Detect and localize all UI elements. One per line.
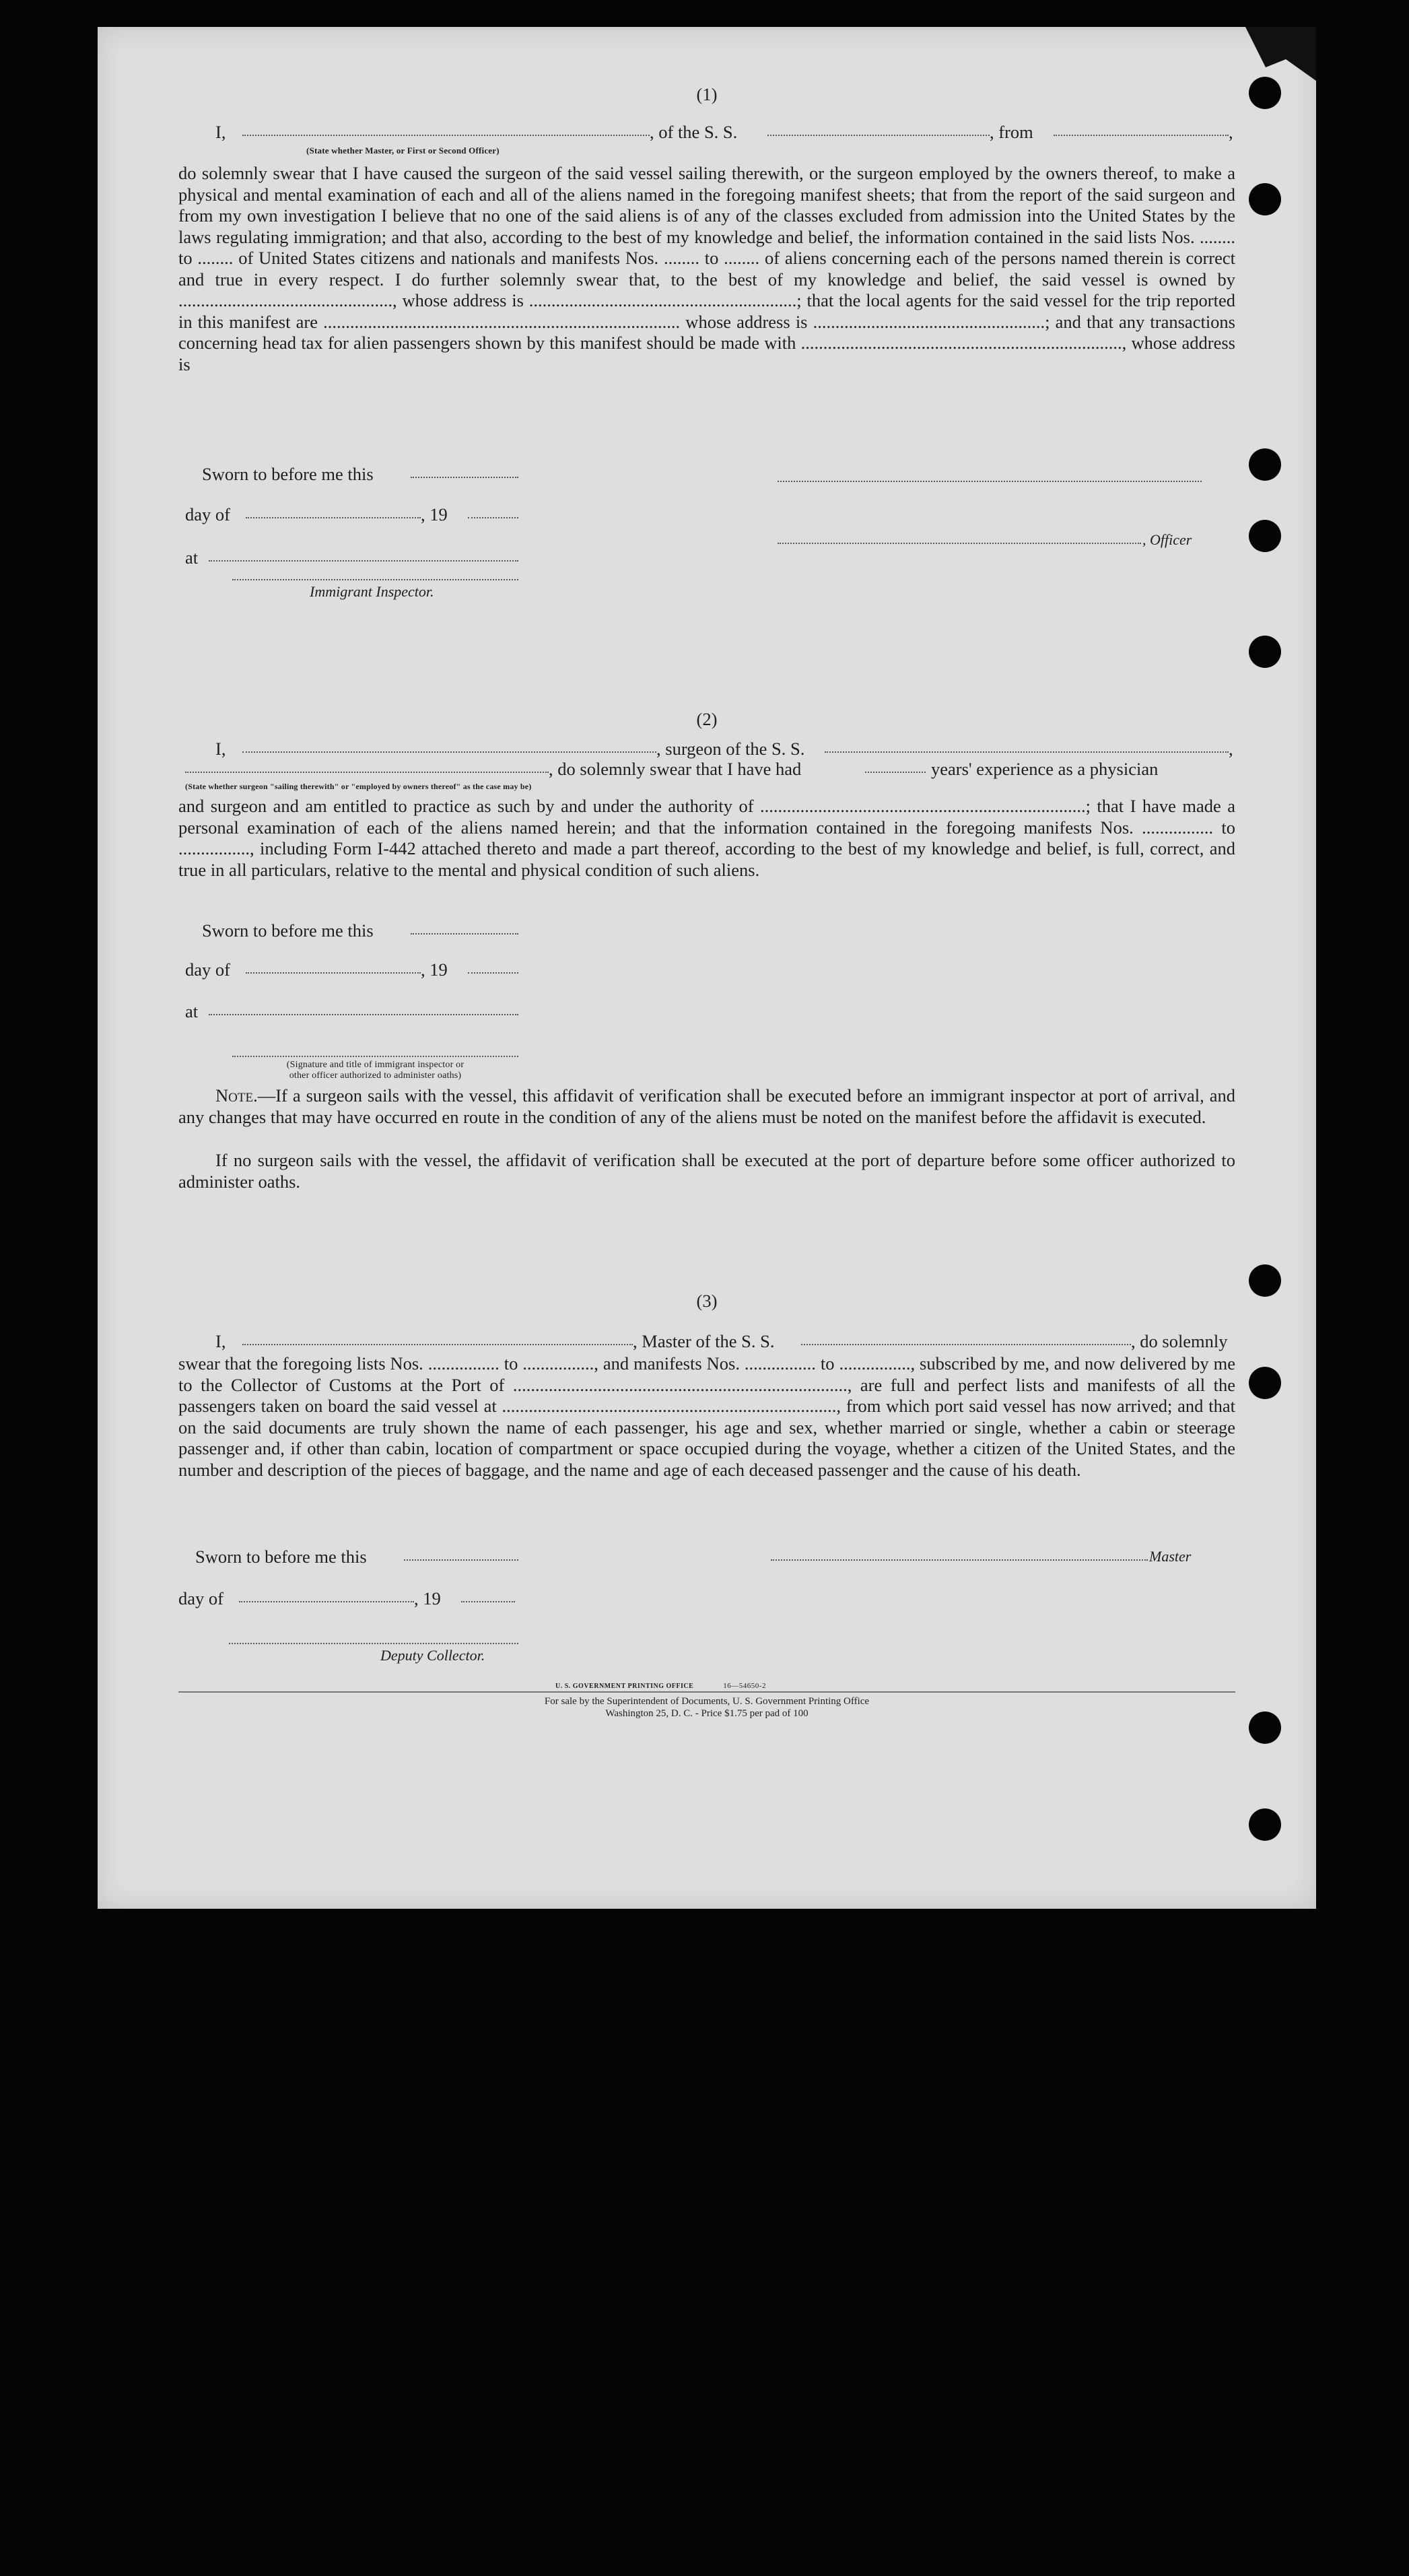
from-port-field[interactable] <box>1054 121 1229 136</box>
section-3-number: (3) <box>696 1291 718 1311</box>
surgeon-name-field[interactable] <box>242 738 656 753</box>
binder-hole <box>1249 520 1281 552</box>
section-1-number: (1) <box>696 84 718 104</box>
manifest-back-page: (1) I, , of the S. S. , from , (State whether Master, or First or Second Officer) do solemnly swear that I have caused the surgeon of the said vessel sailing therewith, or the surgeon employed by the owners thereof, to make a physical and mental examination of each and all of the aliens named in the foregoing manifest sheets; that from the report of the said surgeon and from my own investigation I believe that no one of the said aliens is of any of the classes excluded from admission into the United States by the laws regulating immigration; and that also, according to the best of my knowledge and belief, the information contained in the said lists Nos. ........ to ........ of United States citizens and nationals and manifests Nos. ........ to ........ of aliens concerning each of the persons named therein is correct and true in every respect. I do further solemnly swear that, to the best of my knowledge and belief, the said vessel is owned by ................................................, whose address is ............................................................; that the local agents for the said vessel for the trip reported in this manifest are ................................................................................ whose address is ....................................................; and that any transactions concerning head tax for alien passengers shown by this manifest should be made with ........................................................................, whose address is Sworn to before me this day of , 19 , Officer at Immigrant Inspector. (2) I, , surgeon of the S. S. , , do solemnly swear that I have had years' experience as a physician (State whether surgeon "sailing therewith" or "employed by owners thereof" as the case may be) and surgeon and am entitled to practice as such by and under the authority of .........................................................................; that I have made a personal examination of each of the aliens named herein; and that the information contained in the foregoing manifests Nos. ................ to ................, including Form I-442 attached thereto and made a part thereof, according to the best of my knowledge and belief, is full, correct, and true in all particulars, relative to the mental and physical condition of such aliens. Sworn to before me this day of , 19 at (Signature and title of immigrant inspector or other officer authorized to administer oaths) Note.—If a surgeon sails with the vessel, this affidavit of verification shall be executed before an immigrant inspector at port of arrival, and any changes that may have occurred en route in the condition of any of the aliens must be noted on the manifest before the affidavit is executed. If no surgeon sails with the vessel, the affidavit of verification shall be executed at the port of departure before some officer authorized to administer oaths. (3) I, , Master of the S. S. , do solemnly swear that the foregoing lists Nos. ................ to ................, and manifests Nos. ................ to ................, subscribed by me, and now delivered by me to the Collector of Customs at the Port of ..........................................................................., are full and perfect lists and manifests of all the passengers taken on board the said vessel at ..........................................................................., from which port said vessel has now arrived; and that on the said documents are truly shown the name of each passenger, his age and sex, whether married or single, whether a cabin or steerage passenger and, if other than cabin, location of compartment or space occupied during the voyage, whether a citizen of the United States, and the number and description of the pieces of baggage, and the name and age of each deceased passenger and the cause of his death. Sworn to before me this Master day of , 19 Deputy Collector. U. S. GOVERNMENT PRINTING OFFICE 16—54650-2 For sale by the Superintendent of Documents, U. S. Government Printing Office Washington 25, D. C. - Price $1.75 per pad of 100 <box>98 27 1316 1909</box>
note-label: Note. <box>215 1085 258 1106</box>
sworn-date-field[interactable] <box>404 1546 518 1561</box>
surgeon-note: Note.—If a surgeon sails with the vessel, this affidavit of verification shall be executed before an immigrant inspector at port of arrival, and any changes that may have occurred en route in the condition of any of the aliens must be noted on the manifest before the affidavit is executed. <box>178 1085 1235 1127</box>
master-label: Master <box>1149 1548 1192 1565</box>
master-signature-field[interactable] <box>771 1546 1148 1561</box>
sworn-date-field[interactable] <box>411 463 518 478</box>
sale-notice: For sale by the Superintendent of Documents, U. S. Government Printing Office Washington 25, D. C. - Price $1.75 per pad of 100 <box>544 1696 870 1719</box>
binder-hole <box>1249 183 1281 215</box>
binder-hole <box>1249 636 1281 668</box>
master-name-field[interactable] <box>242 1330 633 1345</box>
signature-caption: (Signature and title of immigrant inspector or other officer authorized to administer oaths) <box>286 1060 465 1081</box>
surgeon-role-caption: (State whether surgeon "sailing therewith" or "employed by owners thereof" as the case may be) <box>185 782 532 791</box>
rank-caption: (State whether Master, or First or Second Officer) <box>306 145 500 156</box>
at-place-field[interactable] <box>209 547 518 562</box>
year-field[interactable] <box>461 1588 515 1602</box>
month-field[interactable] <box>246 959 421 974</box>
officer-label: , Officer <box>1142 531 1192 548</box>
section-2-number: (2) <box>696 709 718 729</box>
surgeon-vessel-field[interactable] <box>825 738 1229 753</box>
year-field[interactable] <box>468 959 518 974</box>
binder-hole <box>1249 77 1281 109</box>
section-2-oath-text: and surgeon and am entitled to practice as such by and under the authority of .........................................................................; that I have made a personal examination of each of the aliens named herein; and that the information contained in the foregoing manifests Nos. ................ to ................, including Form I-442 attached thereto and made a part thereof, according to the best of my knowledge and belief, is full, correct, and true in all particulars, relative to the mental and physical condition of such aliens. <box>178 796 1235 880</box>
sworn-date-field[interactable] <box>411 920 518 935</box>
pronoun-label: I, <box>215 122 226 142</box>
binder-hole <box>1249 1711 1281 1744</box>
signature-line[interactable] <box>778 481 1202 482</box>
authority-signature-line[interactable] <box>232 1056 518 1057</box>
officer-rank-field[interactable] <box>242 121 650 136</box>
vessel-name-field[interactable] <box>767 121 990 136</box>
binder-hole <box>1249 1808 1281 1841</box>
years-experience-field[interactable] <box>865 758 926 773</box>
month-field[interactable] <box>239 1588 414 1602</box>
binder-hole <box>1249 448 1281 481</box>
footer-rule <box>178 1691 1235 1693</box>
section-1-oath-text: do solemnly swear that I have caused the surgeon of the said vessel sailing therewith, or the surgeon employed by the owners thereof, to make a physical and mental examination of each and all of the aliens named in the foregoing manifest sheets; that from the report of the said surgeon and from my own investigation I believe that no one of the said aliens is of any of the classes excluded from admission into the United States by the laws regulating immigration; and that also, according to the best of my knowledge and belief, the information contained in the said lists Nos. ........ to ........ of United States citizens and nationals and manifests Nos. ........ to ........ of aliens concerning each of the persons named therein is correct and true in every respect. I do further solemnly swear that, to the best of my knowledge and belief, the said vessel is owned by ................................................, whose address is ............................................................; that the local agents for the said vessel for the trip reported in this manifest are ................................................................................ whose address is ....................................................; and that any transactions concerning head tax for alien passengers shown by this manifest should be made with ........................................................................, whose address is <box>178 163 1235 374</box>
year-field[interactable] <box>468 504 518 518</box>
surgeon-role-field[interactable] <box>185 758 549 773</box>
collector-label: Deputy Collector. <box>380 1647 485 1664</box>
printing-imprint: U. S. GOVERNMENT PRINTING OFFICE 16—54650-2 <box>555 1682 766 1690</box>
month-field[interactable] <box>246 504 421 518</box>
of-ss-label: , of the S. S. <box>650 122 738 142</box>
master-vessel-field[interactable] <box>801 1330 1131 1345</box>
at-place-field[interactable] <box>209 1001 518 1015</box>
officer-signature-field[interactable] <box>778 529 1141 544</box>
from-label: , from <box>990 122 1033 142</box>
no-surgeon-note: If no surgeon sails with the vessel, the affidavit of verification shall be executed at the port of departure before some officer authorized to administer oaths. <box>178 1150 1235 1192</box>
collector-signature-line[interactable] <box>229 1643 518 1644</box>
binder-hole <box>1249 1367 1281 1399</box>
inspector-label: Immigrant Inspector. <box>310 583 434 600</box>
binder-hole <box>1249 1264 1281 1297</box>
section-3-oath-text: swear that the foregoing lists Nos. ................ to ................, and manifests Nos. ................ to ................, subscribed by me, and now delivered by me to the Collector of Customs at the Port of ..........................................................................., are full and perfect lists and manifests of all the passengers taken on board the said vessel at ..........................................................................., from which port said vessel has now arrived; and that on the said documents are truly shown the name of each passenger, his age and sex, whether married or single, whether a cabin or steerage passenger and, if other than cabin, location of compartment or space occupied during the voyage, whether a citizen of the United States, and the number and description of the pieces of baggage, and the name and age of each deceased passenger and the cause of his death. <box>178 1353 1235 1480</box>
inspector-signature-line[interactable] <box>232 579 518 580</box>
